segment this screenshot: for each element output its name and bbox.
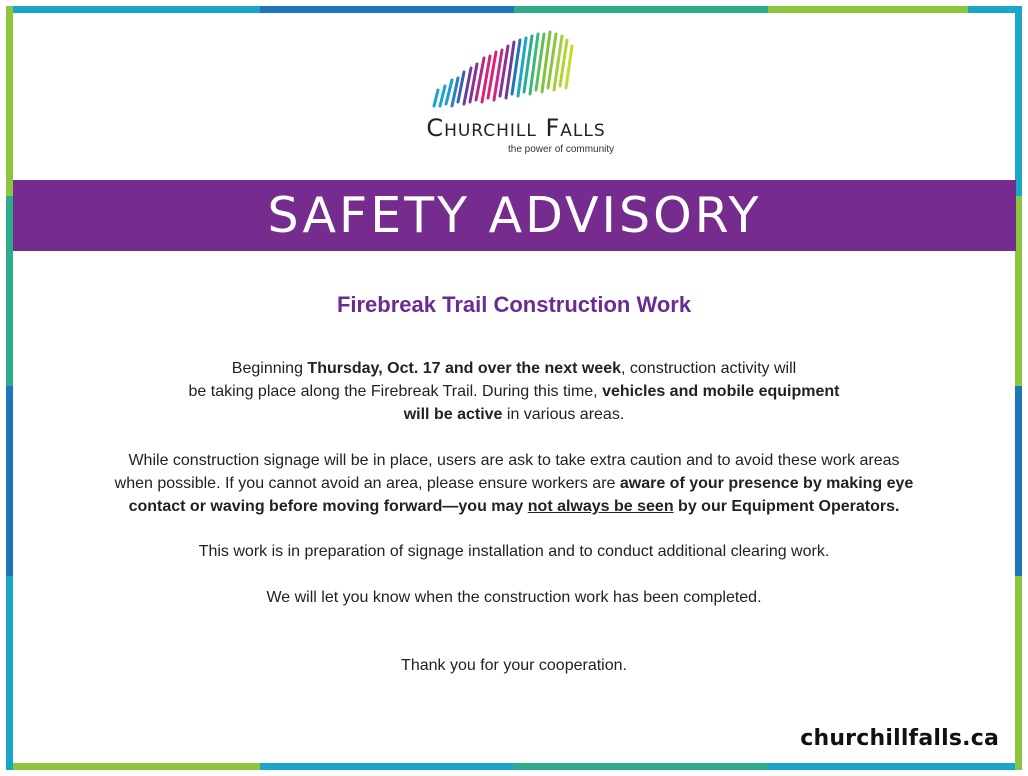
- p1-text-a: Beginning: [231, 360, 308, 377]
- churchill-falls-logo: [400, 28, 632, 158]
- p1-active: will be active: [403, 406, 503, 423]
- banner-title: SAFETY ADVISORY: [267, 187, 762, 244]
- logo-tagline: the power of community: [508, 144, 615, 155]
- p2-aware: aware of your presence by making eye: [619, 475, 914, 492]
- closing-thanks: Thank you for your cooperation.: [401, 657, 627, 674]
- website-url: churchillfalls.ca: [800, 726, 999, 751]
- notice-subtitle: Firebreak Trail Construction Work: [336, 292, 692, 317]
- paragraph-caution: [60, 449, 968, 518]
- paragraph-completion: We will let you know when the construction work has been completed.: [266, 589, 762, 606]
- falls-logo-icon: [400, 28, 632, 114]
- p2-not-seen: not always be seen: [527, 498, 674, 515]
- logo-wordmark: Churchill Falls: [426, 114, 606, 142]
- p1-dates: Thursday, Oct. 17 and over the next week: [307, 360, 622, 377]
- p1-text-c: , construction activity will: [621, 360, 797, 377]
- p2-operators: by our Equipment Operators.: [673, 498, 900, 515]
- p1-text-d: be taking place along the Firebreak Trail. During this time,: [188, 383, 603, 400]
- paragraph-schedule: [60, 357, 968, 426]
- p2-contact: contact or waving before moving forward—you may: [128, 498, 528, 515]
- p1-vehicles: vehicles and mobile equipment: [602, 383, 840, 400]
- p2-text-a: While construction signage will be in place, users are ask to take extra caution and to avoid these work areas: [128, 452, 900, 469]
- paragraph-purpose: This work is in preparation of signage installation and to conduct additional clearing work.: [198, 543, 830, 560]
- p2-text-b: when possible. If you cannot avoid an area, please ensure workers are: [114, 475, 620, 492]
- safety-advisory-banner: [13, 180, 1016, 251]
- p1-text-g: in various areas.: [502, 406, 625, 423]
